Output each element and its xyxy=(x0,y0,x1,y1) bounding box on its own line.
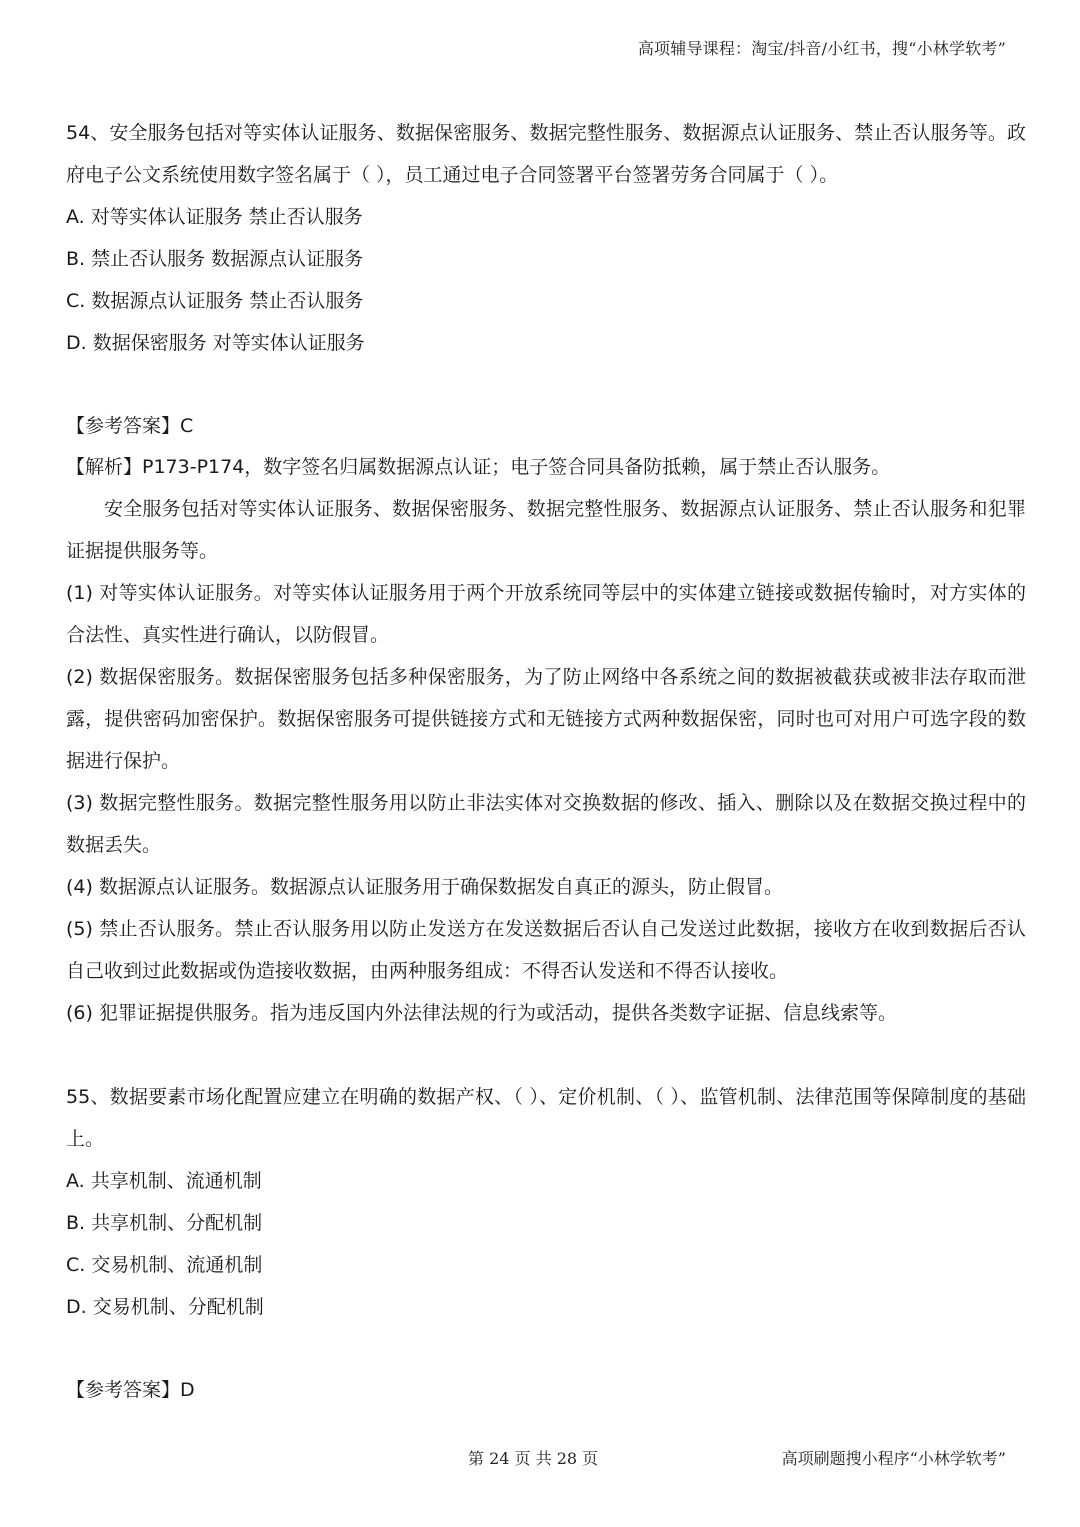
q54-option-c: C. 数据源点认证服务 禁止否认服务 xyxy=(66,290,364,312)
q54-option-a: A. 对等实体认证服务 禁止否认服务 xyxy=(66,206,363,228)
question-55-stem: 55、数据要素市场化配置应建立在明确的数据产权、（ ）、定价机制、（ ）、监管机制、法律范围等保障制度的基础上。 xyxy=(66,1086,1026,1150)
question-54-stem: 54、安全服务包括对等实体认证服务、数据保密服务、数据完整性服务、数据源点认证服务、禁止否认服务等。政府电子公文系统使用数字签名属于（ ），员工通过电子合同签署平台签署劳务合同属于（ ）。 xyxy=(66,122,1026,186)
q55-option-d: D. 交易机制、分配机制 xyxy=(66,1296,264,1318)
q54-analysis-item-1: (1) 对等实体认证服务。对等实体认证服务用于两个开放系统同等层中的实体建立链接或数据传输时，对方实体的合法性、真实性进行确认，以防假冒。 xyxy=(66,582,1026,646)
q54-analysis-item-4: (4) 数据源点认证服务。数据源点认证服务用于确保数据发自真正的源头，防止假冒。 xyxy=(66,876,783,898)
q54-analysis-head: 【解析】P173-P174，数字签名归属数据源点认证；电子签合同具备防抵赖，属于禁止否认服务。 xyxy=(66,456,891,478)
header-note: 高项辅导课程：淘宝/抖音/小红书，搜“小林学软考” xyxy=(637,39,1006,58)
q55-option-c: C. 交易机制、流通机制 xyxy=(66,1254,263,1276)
page-content xyxy=(66,112,1026,1410)
q55-option-a: A. 共享机制、流通机制 xyxy=(66,1170,262,1192)
spacer xyxy=(66,1034,1026,1076)
q54-analysis-item-2: (2) 数据保密服务。数据保密服务包括多种保密服务，为了防止网络中各系统之间的数据被截获或被非法存取而泄露，提供密码加密保护。数据保密服务可提供链接方式和无链接方式两种数据保密，同时也可对用户可选字段的数据进行保护。 xyxy=(66,666,1026,772)
footer-promo: 高项刷题搜小程序“小林学软考” xyxy=(781,1449,1006,1468)
page-number: 第 24 页 共 28 页 xyxy=(468,1449,599,1468)
q54-option-d: D. 数据保密服务 对等实体认证服务 xyxy=(66,332,365,354)
q54-analysis-item-3: (3) 数据完整性服务。数据完整性服务用以防止非法实体对交换数据的修改、插入、删除以及在数据交换过程中的数据丢失。 xyxy=(66,792,1026,856)
spacer xyxy=(66,1328,1026,1370)
q55-option-b: B. 共享机制、分配机制 xyxy=(66,1212,263,1234)
spacer xyxy=(66,364,1026,406)
q54-analysis-item-5: (5) 禁止否认服务。禁止否认服务用以防止发送方在发送数据后否认自己发送过此数据，接收方在收到数据后否认自己收到过此数据或伪造接收数据，由两种服务组成：不得否认发送和不得否认接收。 xyxy=(66,918,1026,982)
q54-analysis-intro: 安全服务包括对等实体认证服务、数据保密服务、数据完整性服务、数据源点认证服务、禁止否认服务和犯罪证据提供服务等。 xyxy=(66,498,1026,562)
q54-answer: 【参考答案】C xyxy=(66,415,194,437)
page-footer xyxy=(0,1446,1080,1486)
q54-analysis-item-6: (6) 犯罪证据提供服务。指为违反国内外法律法规的行为或活动，提供各类数字证据、信息线索等。 xyxy=(66,1002,897,1024)
q54-option-b: B. 禁止否认服务 数据源点认证服务 xyxy=(66,248,364,270)
q54-analysis xyxy=(66,446,1026,1034)
q55-answer: 【参考答案】D xyxy=(66,1379,195,1401)
